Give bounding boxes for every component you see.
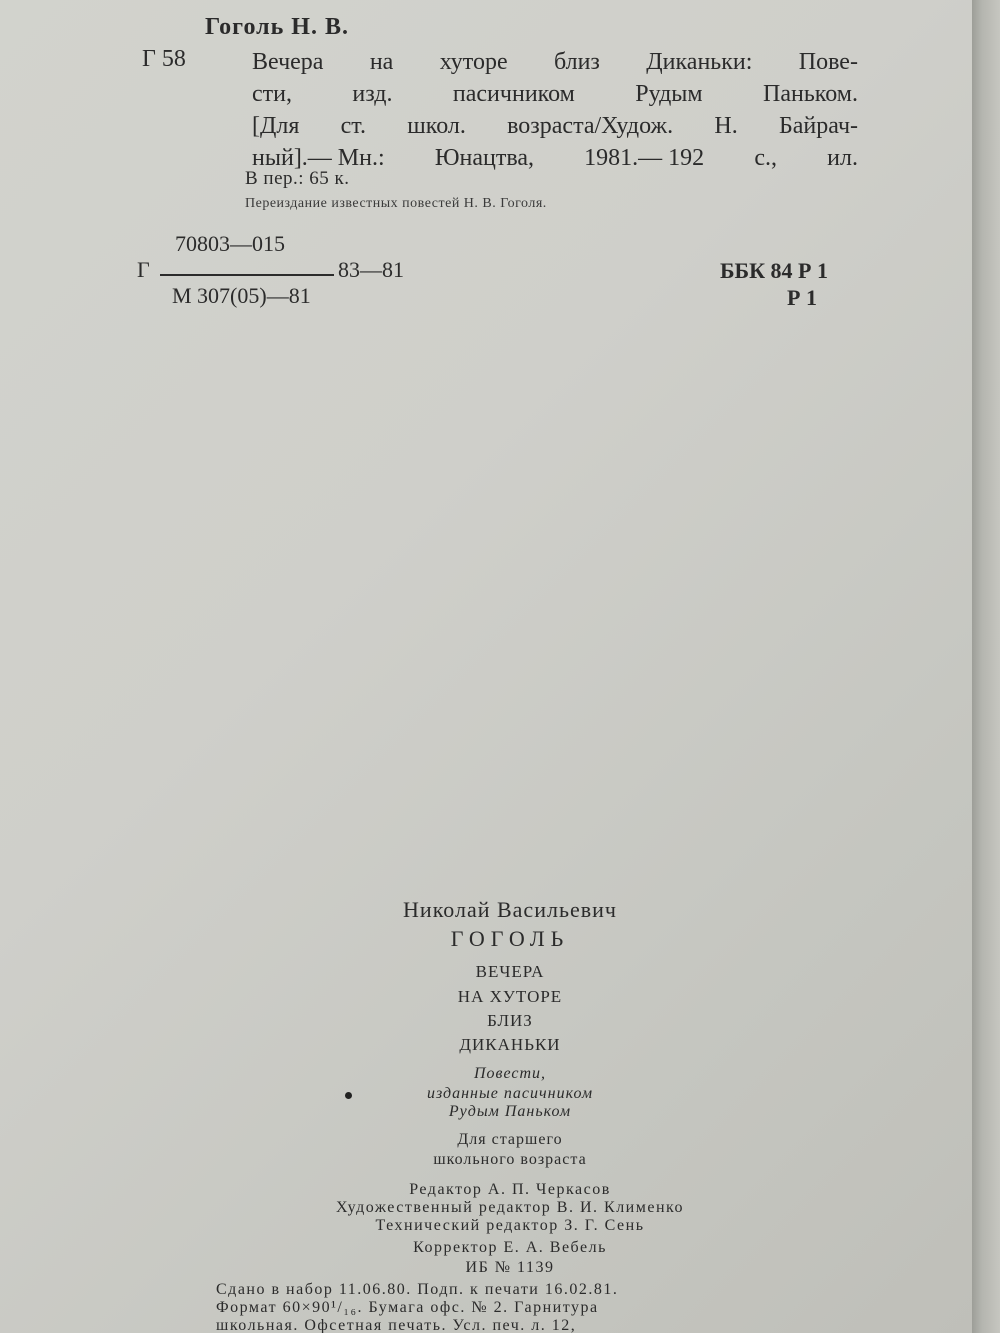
index-fraction-line [160,274,334,276]
imprint-technical-line: Сдано в набор 11.06.80. Подп. к печати 16.02.81. [216,1281,619,1298]
word: Пове- [798,49,858,75]
index-bottom: М 307(05)—81 [172,283,311,308]
catalog-price: В пер.: 65 к. [245,168,350,189]
catalog-annotation: Переиздание известных повестей Н. В. Гоголя. [245,196,547,211]
imprint-credit: Технический редактор З. Г. Сень [375,1217,645,1234]
imprint-ib-number: ИБ № 1139 [465,1259,555,1276]
imprint-subtitle-line: Рудым Паньком [448,1103,572,1120]
description-line [252,46,858,78]
catalog-author: Гоголь Н. В. [205,14,349,40]
word: Паньком. [763,81,858,107]
word: школ. [407,113,466,139]
book-gutter [972,0,1000,1333]
imprint-audience-line: Для старшего [457,1131,563,1148]
index-top: 70803—015 [175,231,285,256]
word: [Для [252,113,300,139]
description-line [252,78,858,110]
word: Н. [714,113,738,139]
imprint-audience-line: школьного возраста [433,1151,587,1168]
imprint-subtitle-line: изданные пасичником [426,1085,594,1102]
imprint-title-line: БЛИЗ [487,1011,533,1030]
word: близ [553,49,600,75]
word: на [369,49,394,75]
bbk-code-second: Р 1 [787,285,817,310]
word: хуторе [439,49,508,75]
word: Диканьки: [646,49,753,75]
word: с., [754,145,777,171]
imprint-credit: Корректор Е. А. Вебель [413,1239,607,1256]
index-letter: Г [137,257,150,282]
word: ил. [827,145,858,171]
imprint-title-line: НА ХУТОРЕ [457,987,563,1006]
imprint-technical-line: школьная. Офсетная печать. Усл. печ. л. 12, [216,1317,577,1333]
word: пасичником [452,81,575,107]
word: ст. [340,113,366,139]
word: Юнацтва, [434,145,534,171]
imprint-credit: Редактор А. П. Черкасов [409,1181,611,1198]
description-line [252,110,858,142]
word: Байрач- [778,113,858,139]
bbk-code: ББК 84 Р 1 [720,258,828,283]
word: возраста/Худож. [507,113,674,139]
imprint-subtitle-line: Повести, [473,1065,547,1082]
word: Рудым [635,81,703,107]
imprint-title-line: ДИКАНЬКИ [459,1035,561,1054]
word: ный].— Мн.: [252,145,385,171]
catalog-code: Г 58 [142,46,186,72]
imprint-credit: Художественный редактор В. И. Клименко [336,1199,684,1216]
word: сти, [252,81,292,107]
imprint-surname: ГОГОЛЬ [450,926,570,951]
index-right: 83—81 [338,257,404,282]
word: Вечера [252,49,324,75]
word: 1981.— 192 [584,145,705,171]
imprint-full-name: Николай Васильевич [403,897,617,922]
catalog-description [252,46,858,174]
imprint-technical-line: Формат 60×90¹/₁₆. Бумага офс. № 2. Гарнитура [216,1299,599,1316]
imprint-title-line: ВЕЧЕРА [475,962,545,981]
word: изд. [352,81,393,107]
